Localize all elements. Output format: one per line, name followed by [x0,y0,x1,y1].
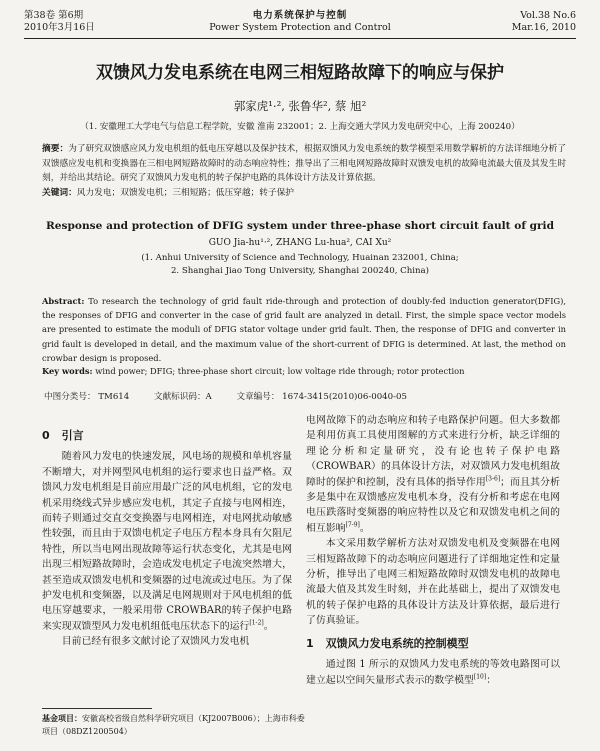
footnote-rule [42,708,152,709]
body-right-column [306,413,560,688]
affiliation-en-line: (1. Anhui University of Science and Technology, Huainan 232001, China; [141,253,459,263]
header-center [24,10,576,34]
paragraph-text: 电网故障下的动态响应和转子电路保护问题。但大多数都是利用仿真工具使用图解的方式来进行分析，缺乏详细的理论分析和定量研究，没有论也转子保护电路（CROWBAR）的具体设计方法，对双馈风力发电机组故障时的保护和控制，没有具体的指导作用 [306,415,560,488]
model-paragraph [306,657,560,688]
keywords-cn-label: 关键词： [42,187,77,198]
keywords-en [42,366,566,376]
paragraph-text: 通过图 1 所示的双馈风力发电系统的等效电路图可以建立起以空间矢量形式表示的数学模型 [306,659,560,686]
issue-cn: 第38卷 第6期 [24,10,84,21]
section-number: 1 [306,636,314,650]
body-left-column [42,428,292,650]
funding-label: 基金项目： [42,713,82,723]
continued-paragraph [306,413,560,536]
keywords-cn-text: 风力发电；双馈发电机；三相短路；低压穿越；转子保护 [76,187,294,198]
authors-cn: 郭家虎¹·², 张鲁华², 蔡 旭² [233,99,367,113]
paper-title-cn: 双馈风力发电系统在电网三相短路故障下的响应与保护 [96,63,504,83]
paragraph-text: ： [486,674,497,686]
article-id: 文章编号： 1674-3415(2010)06-0040-05 [236,392,407,402]
section-heading-introduction [42,428,292,443]
abstract-en-text: To research the technology of grid fault ride-through and protection of doubly-fed induction generator(DFIG), the responses of DFIG and converter in the case of grid fault are analyzed in detail. First, the simple space vector models are presented to estimate the moduli of DFIG stator voltage under grid fault. Then, the response of DFIG and converter in grid fault is developed in detail, and the maximum value of the short-current of DFIG is determined. At last, the method on crowbar design is proposed. [42,296,566,363]
citation: [10] [473,673,487,681]
header-right [512,10,576,34]
date-en: Mar.16, 2010 [511,22,576,33]
volume-en: Vol.38 No.6 [520,10,576,21]
authors-en: GUO Jia-hu¹·², ZHANG Lu-hua², CAI Xu² [208,238,392,248]
journal-name-cn: 电力系统保护与控制 [252,10,348,21]
intro-paragraph: 目前已经有很多文献讨论了双馈风力发电机 [61,636,250,648]
citation: [7-9] [345,521,360,529]
clc-number: 中图分类号： TM614 [44,392,130,402]
paragraph-text: ；而且其分析多是集中在双馈感应发电机本身，没有分析和考虑在电网电压跌落时变频器的响应特性以及它和双馈发电机之间的相互影响 [306,476,560,534]
funding-text: 安徽高校省级自然科学研究项目（KJ2007B006）；上海市科委项目（08DZ1200504） [42,714,305,736]
abstract-cn [42,142,566,200]
paragraph-text: 。 [359,522,370,534]
date-cn: 2010年3月16日 [24,22,95,33]
section-heading-model [306,636,560,651]
keywords-en-text: wind power; DFIG; three-phase short circuit; low voltage ride through; rotor protection [95,366,465,376]
document-code: 文献标识码：A [153,392,212,402]
affiliation-en-line: 2. Shanghai Jiao Tong University, Shanghai 200240, China) [170,266,430,276]
abstract-cn-label: 摘要： [42,144,69,154]
keywords-en-label: Key words: [42,366,93,376]
section-number: 0 [42,429,50,442]
intro-paragraph: 随着风力发电的快速发展，风电场的规模和单机容量不断增大，对并网型风电机组的运行要求也日益严格。双馈风力发电机组是目前应用最广泛的风电机组，它的发电机采用绕线式异步感应发电机，其定子直接与电网相连，而转子则通过交直交变换器与电网相连，对电网扰动敏感性较强，而且由于双馈电机定子电压方程本身具有欠阻尼特性，所以当电网出现故障等运行状态变化，尤其是电网出现三相短路故障时，会造成发电机定子电流突然增大，甚至造成双馈发电机和变频器的过电流或过电压。为了保护发电机和变频器，以及满足电网规则对于风电机组的低电压穿越要求，一般采用带 CROWBAR的转子保护电路来实现双馈型风力发电机组低电压状态下的运行[1-2]。 [42,451,292,632]
method-paragraph: 本文采用数学解析方法对双馈发电机及变频器在电网三相短路故障下的动态响应问题进行了详细地定性和定量分析，推导出了电网三相短路故障时双馈发电机的故障电流最大值及其发生时刻，并在此基础上，提出了双馈发电机的转子保护电路的具体设计方法及计算依据，最后进行了仿真验证。 [306,538,560,627]
citation: [3-6] [485,475,501,483]
funding-footnote [42,712,312,738]
abstract-cn-text: 为了研究双馈感应风力发电机组的低电压穿越以及保护技术，根据双馈风力发电系统的数学模型采用数学解析的方法详细地分析了双馈感应发电机和变换器在三相电网短路故障时的动态响应特性；推导出了三相电网短路故障时双馈发电机的故障电流最大值及其发生时刻，并给出其结论。研究了双馈风力发电机的转子保护电路的具体设计方法及计算依据。 [42,144,567,184]
citation: [1-2] [249,619,264,627]
intro-text: 随着风力发电的快速发展，风电场的规模和单机容量不断增大，对并网型风电机组的运行要求也日益严格。双馈风力发电机组是目前应用最广泛的风电机组，它的发电机采用绕线式异步感应发电机，其定子直接与电网相连，而转子则通过交直交变换器与电网相连，对电网扰动敏感性较强，而且由于双馈电机定子电压方程本身具有欠阻尼特性，所以当电网出现故障等运行状态变化，尤其是电网出现三相短路故障时，会造成发电机定子电流突然增大，甚至造成双馈发电机和变频器的过电流或过电压。为了保护发电机和变频器，以及满足电网规则对于风电机组的低电压穿越要求，一般采用带 CROWBAR的转子保护电路来实现双馈型风力发电机组低电压状态下的运行 [42,451,292,632]
abstract-en [42,294,566,365]
running-header [24,8,576,39]
affiliation-en [20,252,580,278]
paper-title-en: Response and protection of DFIG system under three-phase short circuit fault of grid [46,220,554,232]
classification-line [44,390,429,402]
section-title: 双馈风力发电系统的控制模型 [325,636,469,650]
abstract-en-label: Abstract: [42,296,85,306]
section-title: 引言 [61,429,84,442]
journal-name-en: Power System Protection and Control [209,22,391,33]
affiliation-cn: （1. 安徽理工大学电气与信息工程学院，安徽 淮南 232001；2. 上海交通大学风力发电研究中心，上海 200240） [80,122,520,132]
